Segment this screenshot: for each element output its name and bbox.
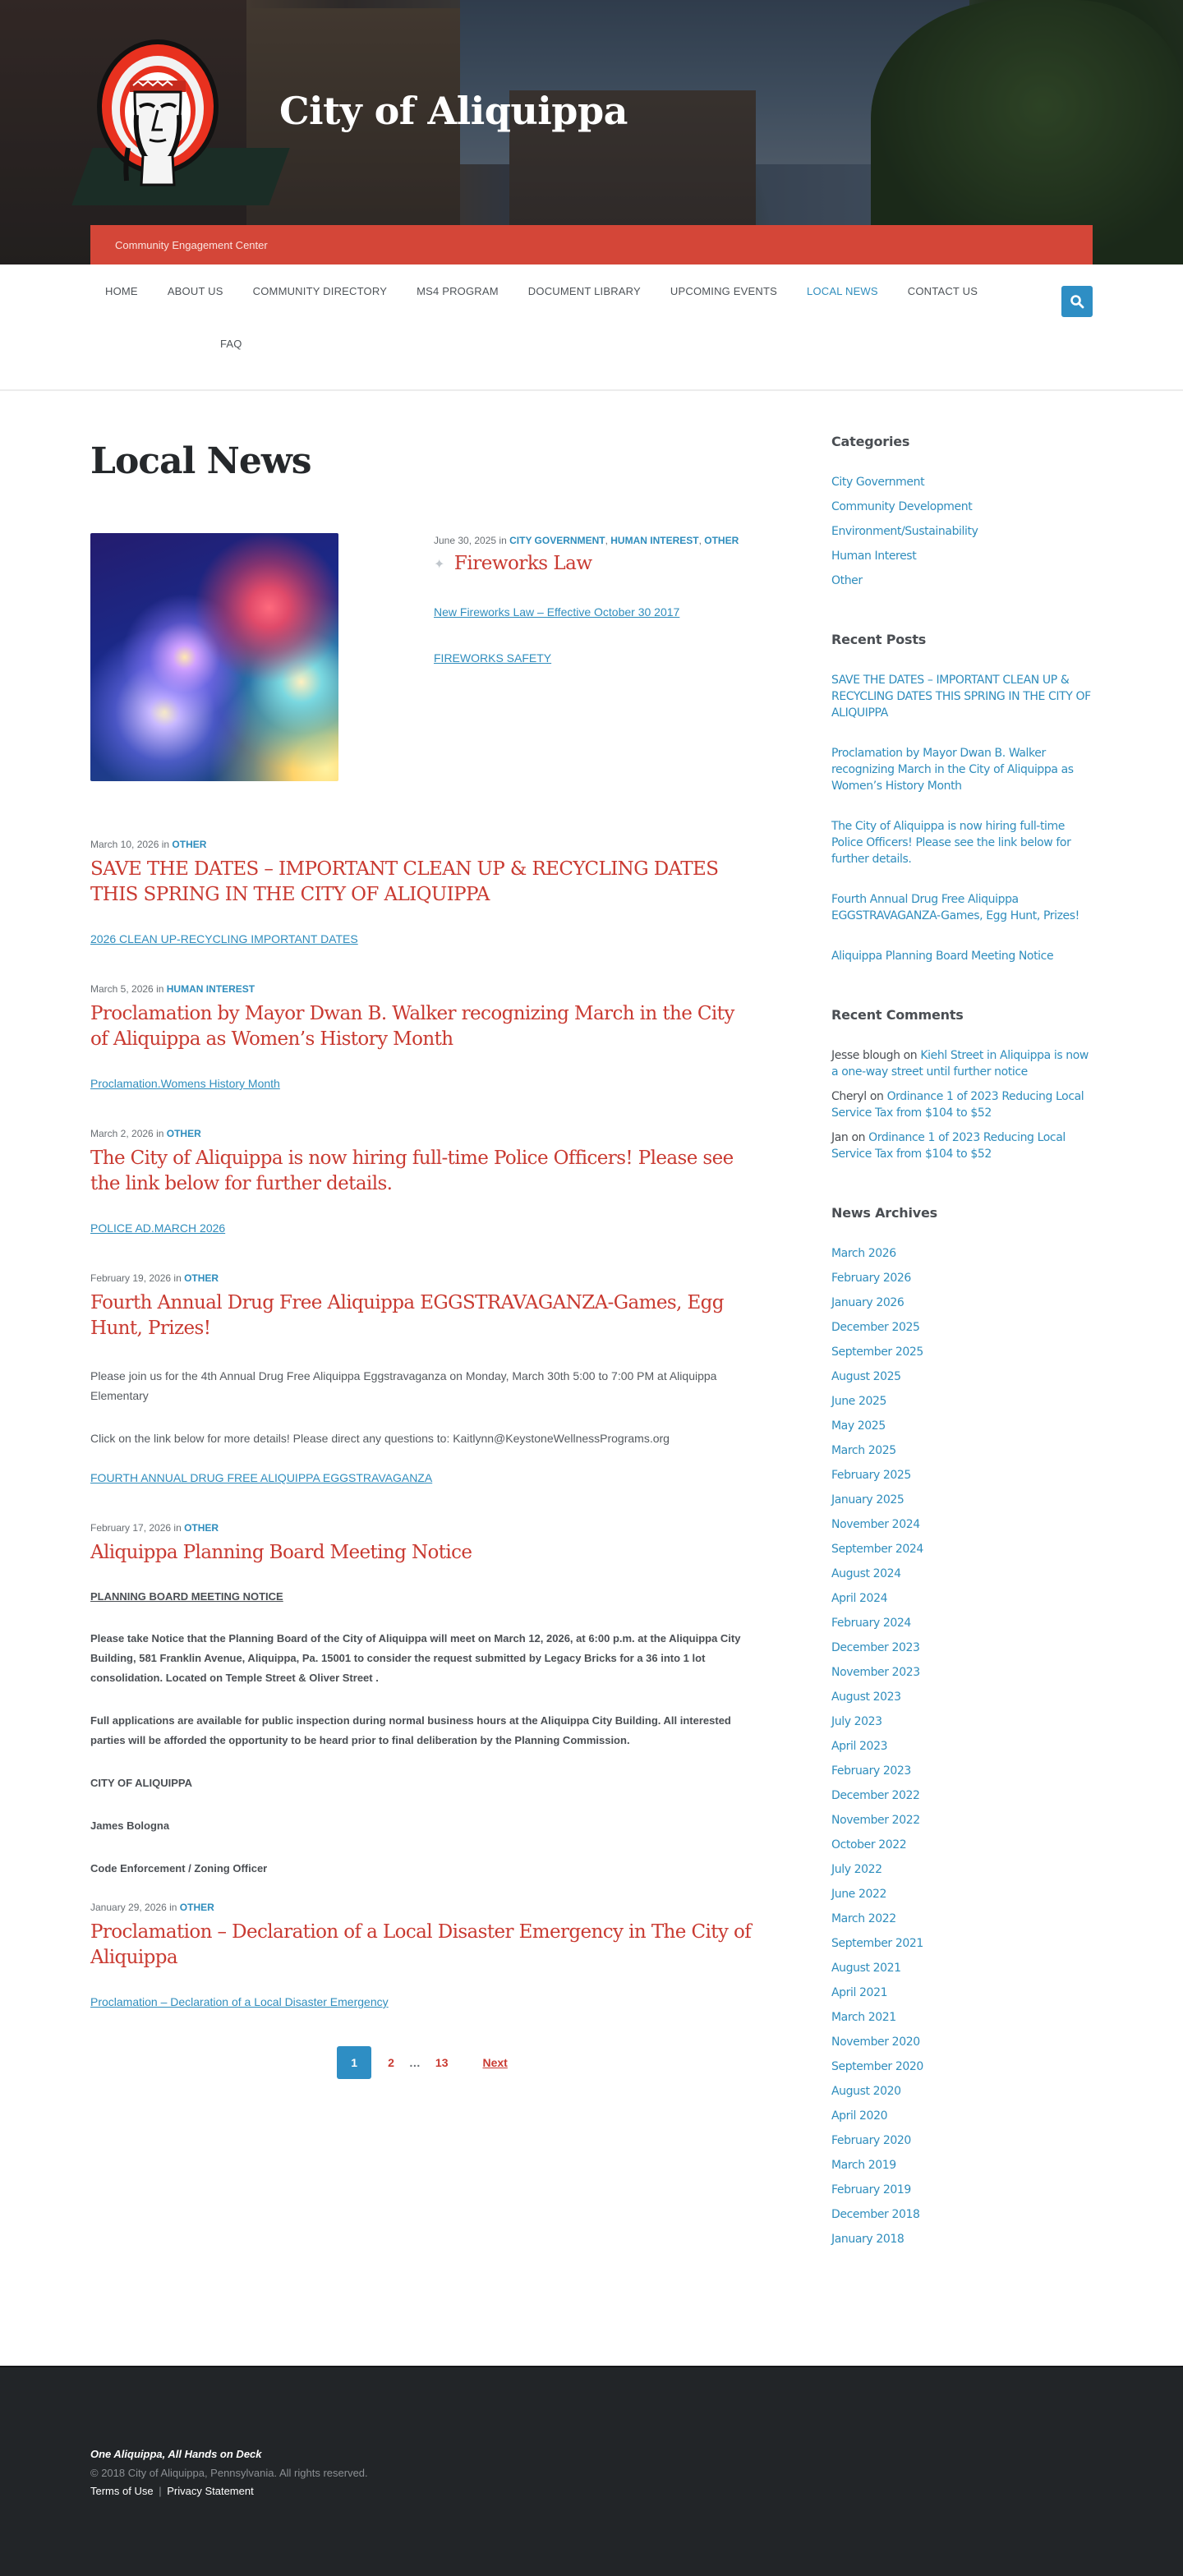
post-date: January 29, 2026 [90,1902,167,1913]
archive-item [831,2034,1093,2050]
archive-item [831,1640,1093,1656]
archive-link[interactable]: June 2025 [831,1395,886,1408]
comment-on: on [869,1090,884,1103]
site-footer [0,2366,1183,2576]
archive-item [831,2206,1093,2223]
post-meta [90,983,756,995]
archive-link[interactable]: September 2020 [831,2060,923,2073]
topbar [90,225,1093,264]
nav-item-contact-us[interactable] [893,264,992,317]
post-paragraph: James Bologna [90,1819,170,1832]
archive-link[interactable]: March 2019 [831,2159,896,2172]
archive-item [831,1270,1093,1286]
nav-spacer [90,317,205,370]
nav-link[interactable]: CONTACT US [907,284,978,297]
archive-item [831,1837,1093,1853]
recent-post-item [831,745,1093,794]
post-title[interactable]: Proclamation – Declaration of a Local Disaster Emergency in The City of Aliquippa [90,1921,752,1968]
recent-post-link[interactable]: Aliquippa Planning Board Meeting Notice [831,950,1054,963]
archive-link[interactable]: April 2021 [831,1986,888,1999]
archive-item [831,2231,1093,2247]
archive-item [831,1911,1093,1927]
category-item [831,523,1093,540]
nav-item-ms4-program[interactable] [402,264,513,317]
archive-item [831,1714,1093,1730]
archive-item [831,1418,1093,1434]
archive-item [831,1615,1093,1631]
archive-item [831,2083,1093,2100]
archive-item [831,2182,1093,2198]
archive-item [831,1763,1093,1779]
document-link[interactable]: Proclamation.Womens History Month [90,1077,280,1090]
archive-link[interactable]: August 2023 [831,1690,901,1704]
archive-link[interactable]: September 2024 [831,1543,923,1556]
post-title[interactable]: Fourth Annual Drug Free Aliquippa EGGSTRAVAGANZA-Games, Egg Hunt, Prizes! [90,1292,724,1339]
post-title[interactable]: The City of Aliquippa is now hiring full-time Police Officers! Please see the link below for further details. [90,1148,734,1194]
next-page-link[interactable]: Next [482,2056,508,2069]
archive-link[interactable]: November 2023 [831,1666,920,1679]
comment-author: Cheryl [831,1090,867,1103]
featured-body [434,533,739,781]
archive-item [831,2157,1093,2174]
categories-widget [831,434,1093,589]
site-header [0,0,1183,264]
post-paragraph: CITY OF ALIQUIPPA [90,1777,192,1789]
footer-separator: | [159,2485,162,2497]
archive-link[interactable]: January 2018 [831,2233,905,2246]
footer-copyright: © 2018 City of Aliquippa, Pennsylvania. All rights reserved. [90,2467,368,2479]
page-current: 1 [337,2046,371,2079]
post [90,839,756,965]
archive-link[interactable]: August 2021 [831,1962,901,1975]
comment-author: Jan [831,1131,849,1144]
archive-item [831,1516,1093,1533]
community-engagement-link[interactable]: Community Engagement Center [115,238,268,251]
category-item [831,548,1093,564]
comment-post-link[interactable]: Ordinance 1 of 2023 Reducing Local Service Tax from $104 to $52 [831,1131,1066,1161]
archives-widget [831,1205,1093,2247]
archive-link[interactable]: November 2024 [831,1518,920,1531]
post-paragraph: Please take Notice that the Planning Board of the City of Aliquippa will meet on March 12, 2026, at 6:00 p.m. at the Aliquippa City Building, 581 Franklin Avenue, Aliquippa, Pa. 15001 to consider the request submitted by Legacy Bricks for a 36 into 1 lot consolidation. Located on Temple Street & Oliver Street . [90,1632,741,1684]
post-meta-in: in [156,983,164,995]
recent-post-link[interactable]: SAVE THE DATES – IMPORTANT CLEAN UP & RECYCLING DATES THIS SPRING IN THE CITY OF ALIQUIPPA [831,674,1091,720]
archive-link[interactable]: August 2024 [831,1567,901,1580]
archive-link[interactable]: February 2019 [831,2183,911,2196]
archive-item [831,1566,1093,1582]
archive-link[interactable]: August 2020 [831,2085,901,2098]
document-link[interactable]: 2026 CLEAN UP-RECYCLING IMPORTANT DATES [90,932,358,945]
post-meta-in: in [173,1272,182,1284]
post [90,983,756,1110]
recent-post-item [831,948,1093,964]
comment-on: on [851,1131,866,1144]
recent-post-item [831,891,1093,924]
category-link[interactable]: HUMAN INTEREST [166,983,255,995]
comment-post-link[interactable]: Ordinance 1 of 2023 Reducing Local Service Tax from $104 to $52 [831,1090,1084,1120]
page-ellipsis: … [408,2056,421,2069]
category-link[interactable]: OTHER [179,1902,214,1913]
pagination [90,2046,756,2079]
post-meta-in: in [499,535,507,546]
recent-posts-widget [831,632,1093,964]
post-paragraph: Code Enforcement / Zoning Officer [90,1862,268,1874]
archive-link[interactable]: March 2025 [831,1444,896,1457]
archive-item [831,1787,1093,1804]
archive-link[interactable]: March 2021 [831,2011,896,2024]
archive-item [831,1886,1093,1902]
widget-title: Recent Posts [831,632,927,647]
site-title[interactable]: City of Aliquippa [279,89,628,133]
post [90,1902,756,2028]
comment-item [831,1129,1093,1162]
post-meta-in: in [169,1902,177,1913]
archive-item [831,1492,1093,1508]
archive-link[interactable]: May 2025 [831,1419,886,1433]
nav-link[interactable]: MS4 PROGRAM [417,284,499,297]
category-link[interactable]: HUMAN INTEREST [610,535,699,546]
archive-link[interactable]: February 2024 [831,1617,911,1630]
archive-item [831,2009,1093,2026]
post-meta [90,1902,756,1913]
category-link[interactable]: OTHER [166,1128,201,1139]
search-button[interactable] [1061,286,1093,317]
post [90,1272,756,1504]
category-item [831,499,1093,515]
archive-link[interactable]: October 2022 [831,1838,907,1852]
nav-item-home[interactable] [90,264,153,317]
post-meta [90,1522,756,1534]
archive-link[interactable]: December 2022 [831,1789,920,1802]
document-link[interactable]: FIREWORKS SAFETY [434,651,552,665]
archive-item [831,1442,1093,1459]
sidebar [831,391,1093,2290]
archive-item [831,1467,1093,1484]
main-nav [0,264,1183,391]
archive-item [831,1960,1093,1976]
archive-link[interactable]: December 2025 [831,1321,920,1334]
post-meta [90,839,756,850]
pin-icon: ✦ [434,555,444,572]
nav-item-community-directory[interactable] [238,264,402,317]
nav-link[interactable]: FAQ [220,337,242,350]
site-logo[interactable] [92,33,223,193]
featured-thumbnail[interactable] [90,533,338,781]
post-paragraph: Please join us for the 4th Annual Drug Free Aliquippa Eggstravaganza on Monday, March 30th 5:00 to 7:00 PM at Aliquippa Elementary [90,1369,717,1402]
post-title-text[interactable]: Fireworks Law [453,553,592,574]
archive-link[interactable]: February 2020 [831,2134,911,2147]
nav-item-document-library[interactable] [513,264,656,317]
post-title[interactable] [434,553,739,574]
category-link[interactable]: Community Development [831,500,973,513]
archive-item [831,1861,1093,1878]
nav-menu [90,264,1043,370]
nav-link[interactable]: ABOUT US [167,284,223,297]
nav-link[interactable]: LOCAL NEWS [807,284,878,297]
post-title[interactable]: SAVE THE DATES – IMPORTANT CLEAN UP & RECYCLING DATES THIS SPRING IN THE CITY OF ALIQUIPPA [90,858,719,905]
archive-link[interactable]: August 2025 [831,1370,901,1383]
archive-link[interactable]: April 2023 [831,1740,888,1753]
category-link[interactable]: Human Interest [831,550,917,563]
archive-link[interactable]: January 2026 [831,1296,905,1309]
document-link[interactable]: POLICE AD.MARCH 2026 [90,1221,226,1235]
archive-item [831,1935,1093,1952]
archive-link[interactable]: November 2020 [831,2036,920,2049]
category-link[interactable]: CITY GOVERNMENT [509,535,605,546]
category-link[interactable]: City Government [831,476,925,489]
post-paragraph: Full applications are available for public inspection during normal business hours at the Aliquippa City Building. All interested parties will be afforded the opportunity to be heard prior to final deliberation by the Planning Commission. [90,1714,731,1746]
notice-heading: PLANNING BOARD MEETING NOTICE [90,1590,283,1603]
category-link[interactable]: Other [831,574,863,587]
nav-link[interactable]: COMMUNITY DIRECTORY [252,284,388,297]
widget-title: Recent Comments [831,1007,964,1023]
page-title: Local News [90,440,311,482]
archive-item [831,1319,1093,1336]
post [90,1522,756,1879]
archive-item [831,1812,1093,1828]
archive-item [831,1590,1093,1607]
archive-item [831,1344,1093,1360]
nav-link[interactable]: HOME [105,284,138,297]
post-meta [90,1272,756,1284]
post-date: June 30, 2025 [434,535,497,546]
main-column [90,391,756,2290]
post-meta [90,1128,756,1139]
comment-item [831,1088,1093,1121]
archive-link[interactable]: November 2022 [831,1814,920,1827]
post [90,1128,756,1254]
archive-link[interactable]: June 2022 [831,1888,886,1901]
post-meta-in: in [173,1522,182,1534]
chief-logo-icon [92,33,223,193]
category-item [831,573,1093,589]
nav-link[interactable]: DOCUMENT LIBRARY [527,284,641,297]
document-link[interactable]: Proclamation – Declaration of a Local Disaster Emergency [90,1995,389,2008]
post-title[interactable]: Proclamation by Mayor Dwan B. Walker recognizing March in the City of Aliquippa as Women’s History Month [90,1003,734,1050]
archive-link[interactable]: February 2026 [831,1272,911,1285]
category-link[interactable]: Environment/Sustainability [831,525,978,538]
archive-link[interactable]: March 2026 [831,1247,896,1260]
document-link[interactable]: FOURTH ANNUAL DRUG FREE ALIQUIPPA EGGSTRAVAGANZA [90,1471,433,1484]
nav-link[interactable]: UPCOMING EVENTS [670,284,778,297]
archive-link[interactable]: April 2020 [831,2109,888,2123]
archive-item [831,1985,1093,2001]
nav-item-about-us[interactable] [153,264,238,317]
post-title[interactable]: Aliquippa Planning Board Meeting Notice [90,1542,472,1563]
comment-item [831,1047,1093,1080]
archive-item [831,1689,1093,1705]
recent-post-link[interactable]: Proclamation by Mayor Dwan B. Walker recognizing March in the City of Aliquippa as Women’s History Month [831,747,1074,793]
comment-post-link[interactable]: Kiehl Street in Aliquippa is now a one-way street until further notice [831,1049,1089,1079]
post-meta: June 30, 2025 in CITY GOVERNMENT, HUMAN INTEREST, OTHER [434,535,739,546]
archive-item [831,1393,1093,1410]
recent-comments-widget [831,1007,1093,1162]
archive-link[interactable]: January 2025 [831,1493,905,1506]
post-date: March 5, 2026 [90,983,154,995]
nav-item-upcoming-events[interactable] [656,264,792,317]
recent-post-link[interactable]: The City of Aliquippa is now hiring full-time Police Officers! Please see the link below for further details. [831,820,1071,866]
post-meta-in: in [161,839,170,850]
archive-link[interactable]: April 2024 [831,1592,888,1605]
content-area [0,391,1183,2290]
archive-item [831,1245,1093,1262]
recent-post-item [831,818,1093,867]
category-link[interactable]: OTHER [704,535,739,546]
nav-item-faq[interactable] [205,317,257,370]
archive-link[interactable]: February 2023 [831,1764,911,1778]
archive-item [831,1738,1093,1755]
widget-title: News Archives [831,1205,937,1221]
recent-post-link[interactable]: Fourth Annual Drug Free Aliquippa EGGSTRAVAGANZA-Games, Egg Hunt, Prizes! [831,893,1079,922]
featured-post [90,533,756,781]
document-link[interactable]: New Fireworks Law – Effective October 30 2017 [434,605,680,619]
comment-author: Jesse blough [831,1049,900,1062]
archive-link[interactable]: September 2021 [831,1937,923,1950]
archive-item [831,1541,1093,1557]
archive-item [831,1664,1093,1681]
archive-list [831,1245,1093,2247]
notice-body [90,1629,756,1879]
post-meta-in: in [156,1128,164,1139]
nav-item-local-news[interactable] [792,264,893,317]
post-paragraph: Click on the link below for more details! Please direct any questions to: Kaitlynn@KeystoneWellnessPrograms.org [90,1432,670,1445]
footer-links [90,2485,1093,2497]
post-date: March 2, 2026 [90,1128,154,1139]
search-icon [1070,294,1084,309]
terms-of-use-link[interactable]: Terms of Use [90,2485,154,2497]
comment-on: on [903,1049,918,1062]
archive-link[interactable]: March 2022 [831,1912,896,1925]
recent-post-item [831,672,1093,721]
archive-item [831,2058,1093,2075]
privacy-statement-link[interactable]: Privacy Statement [167,2485,254,2497]
archive-item [831,2108,1093,2124]
page-link-last[interactable]: 13 [435,2056,449,2069]
category-link[interactable]: OTHER [184,1272,219,1284]
archive-link[interactable]: July 2023 [831,1715,882,1728]
archive-item [831,1368,1093,1385]
post-date: February 19, 2026 [90,1272,172,1284]
post-date: February 17, 2026 [90,1522,172,1534]
archive-link[interactable]: December 2018 [831,2208,920,2221]
archive-item [831,2132,1093,2149]
category-link[interactable]: OTHER [172,839,207,850]
archive-link[interactable]: July 2022 [831,1863,882,1876]
archive-link[interactable]: September 2025 [831,1346,923,1359]
footer-tagline: One Aliquippa, All Hands on Deck [90,2448,262,2460]
post-date: March 10, 2026 [90,839,159,850]
archive-link[interactable]: February 2025 [831,1469,911,1482]
archive-item [831,1295,1093,1311]
page-link[interactable]: 2 [388,2056,394,2069]
archive-link[interactable]: December 2023 [831,1641,920,1654]
category-link[interactable]: OTHER [184,1522,219,1534]
widget-title: Categories [831,434,910,449]
category-item [831,474,1093,490]
